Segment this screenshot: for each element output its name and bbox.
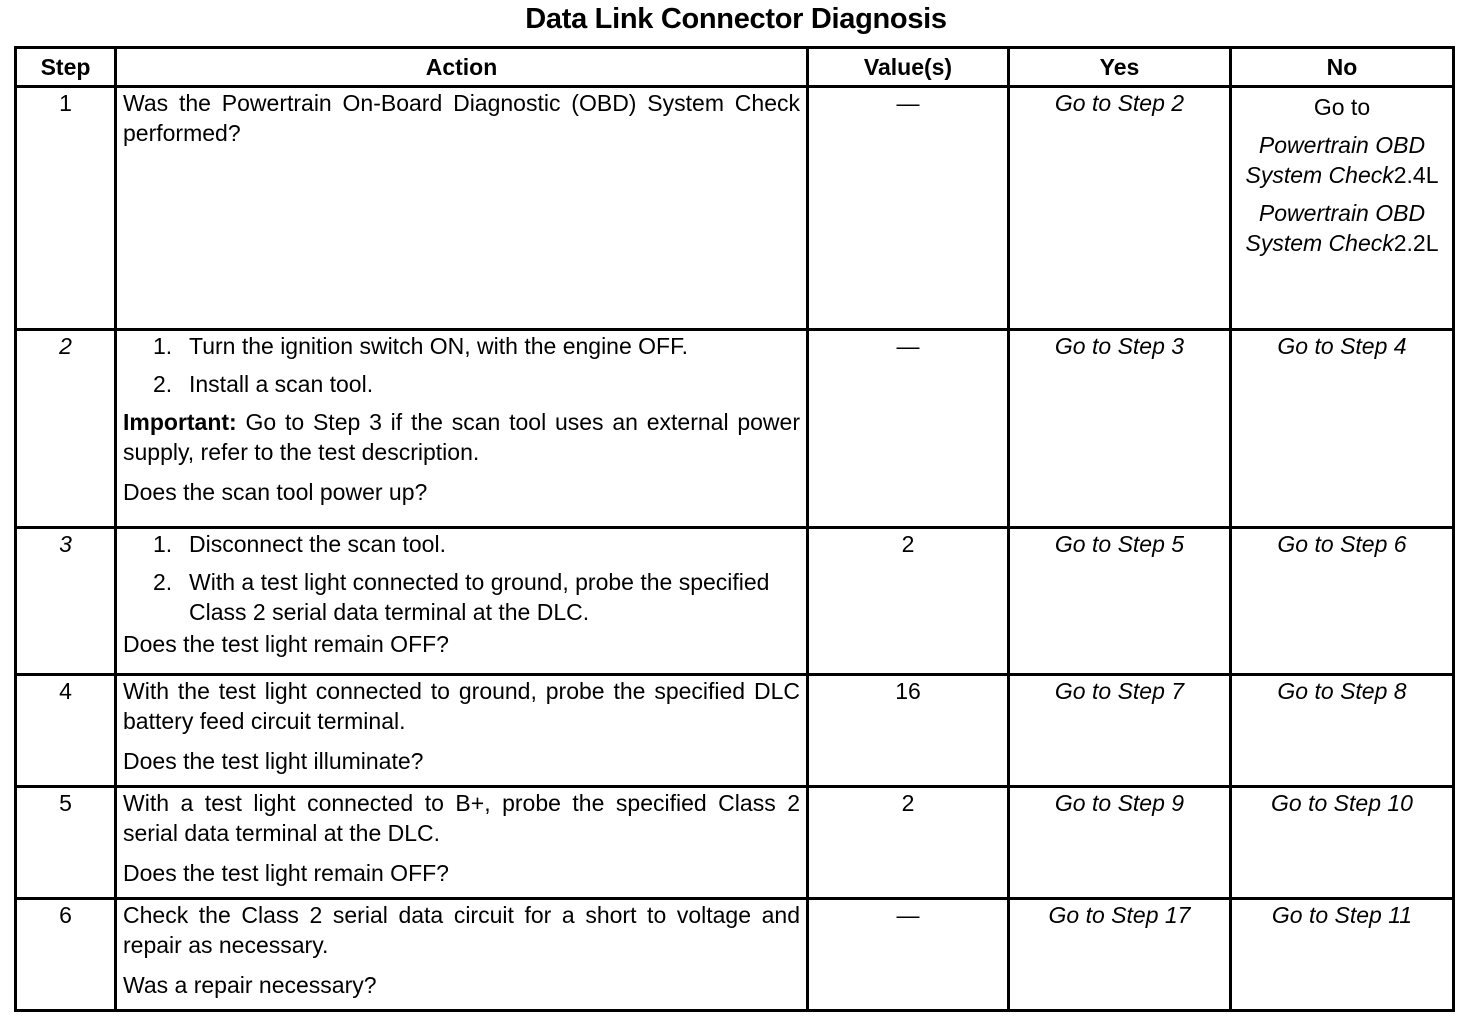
action-instruction: With a test light connected to B+, probe the specified Class 2 serial data terminal at the DLC.: [123, 790, 800, 846]
step-number: 2: [16, 330, 116, 528]
no-cell: [1231, 87, 1454, 330]
important-note: [123, 407, 800, 467]
no-ref-24l-suffix: 2.4L: [1393, 162, 1439, 188]
yes-link[interactable]: Go to Step 7: [1009, 675, 1231, 787]
table-row: [16, 675, 1454, 787]
yes-link[interactable]: Go to Step 9: [1009, 787, 1231, 899]
substep-text: Install a scan tool.: [189, 371, 374, 397]
substep-text: Disconnect the scan tool.: [189, 531, 446, 557]
no-link[interactable]: Go to Step 4: [1231, 330, 1454, 528]
action-question: Does the scan tool power up?: [123, 479, 428, 505]
action-cell: [116, 675, 808, 787]
page-title: Data Link Connector Diagnosis: [525, 3, 947, 35]
yes-link[interactable]: Go to Step 3: [1009, 330, 1231, 528]
header-no: No: [1231, 48, 1454, 87]
action-instruction: With the test light connected to ground, probe the specified DLC battery feed circuit terminal.: [123, 678, 800, 734]
no-ref-22l-suffix: 2.2L: [1393, 230, 1439, 256]
header-action: Action: [116, 48, 808, 87]
no-goto-text: Go to: [1313, 94, 1371, 120]
substep-number: 1.: [153, 531, 173, 557]
action-question: Does the test light remain OFF?: [123, 631, 449, 657]
substep-list: [123, 331, 800, 399]
no-ref-24l-link[interactable]: [1238, 130, 1446, 190]
yes-link[interactable]: Go to Step 17: [1009, 899, 1231, 1011]
table-row: [16, 87, 1454, 330]
action-cell: [116, 787, 808, 899]
substep: [153, 369, 800, 399]
action-question: Was a repair necessary?: [123, 972, 377, 998]
value-cell: 16: [808, 675, 1009, 787]
header-step: Step: [16, 48, 116, 87]
no-link[interactable]: Go to Step 8: [1231, 675, 1454, 787]
no-link[interactable]: Go to Step 10: [1231, 787, 1454, 899]
yes-link[interactable]: Go to Step 5: [1009, 528, 1231, 675]
no-ref-24l-title: Powertrain OBD System Check: [1245, 132, 1426, 188]
substep-number: 2.: [153, 569, 173, 595]
action-cell: [116, 330, 808, 528]
action-cell: [116, 899, 808, 1011]
value-cell: —: [808, 899, 1009, 1011]
substep-number: 1.: [153, 333, 173, 359]
action-cell: [116, 528, 808, 675]
no-link[interactable]: Go to Step 11: [1231, 899, 1454, 1011]
diagnosis-table: [14, 46, 1455, 1012]
action-instruction: Check the Class 2 serial data circuit for a short to voltage and repair as necessary.: [123, 902, 800, 958]
substep-number: 2.: [153, 371, 173, 397]
substep: [153, 529, 800, 559]
value-cell: 2: [808, 787, 1009, 899]
value-cell: —: [808, 330, 1009, 528]
no-link[interactable]: Go to Step 6: [1231, 528, 1454, 675]
yes-link[interactable]: Go to Step 2: [1009, 87, 1231, 330]
substep-list: [123, 529, 800, 627]
action-question: Does the test light remain OFF?: [123, 860, 449, 886]
header-values: Value(s): [808, 48, 1009, 87]
value-cell: —: [808, 87, 1009, 330]
table-row: [16, 330, 1454, 528]
table-row: [16, 787, 1454, 899]
step-number: 3: [16, 528, 116, 675]
step-number: 5: [16, 787, 116, 899]
header-yes: Yes: [1009, 48, 1231, 87]
substep-text: Turn the ignition switch ON, with the engine OFF.: [189, 333, 688, 359]
value-cell: 2: [808, 528, 1009, 675]
table-row: [16, 528, 1454, 675]
action-question: Does the test light illuminate?: [123, 748, 424, 774]
no-ref-22l-link[interactable]: [1238, 198, 1446, 258]
important-text: Go to Step 3 if the scan tool uses an external power supply, refer to the test description.: [123, 409, 800, 465]
action-cell: [116, 87, 808, 330]
step-number: 6: [16, 899, 116, 1011]
table-row: [16, 899, 1454, 1011]
step-number: 1: [16, 87, 116, 330]
substep: [153, 567, 800, 627]
step-number: 4: [16, 675, 116, 787]
header-row: [16, 48, 1454, 87]
substep-text: With a test light connected to ground, probe the specified Class 2 serial data terminal at the DLC.: [189, 569, 770, 625]
action-question: Was the Powertrain On-Board Diagnostic (OBD) System Check performed?: [123, 90, 800, 146]
no-ref-22l-title: Powertrain OBD System Check: [1245, 200, 1426, 256]
substep: [153, 331, 800, 361]
important-label: Important:: [123, 409, 237, 435]
